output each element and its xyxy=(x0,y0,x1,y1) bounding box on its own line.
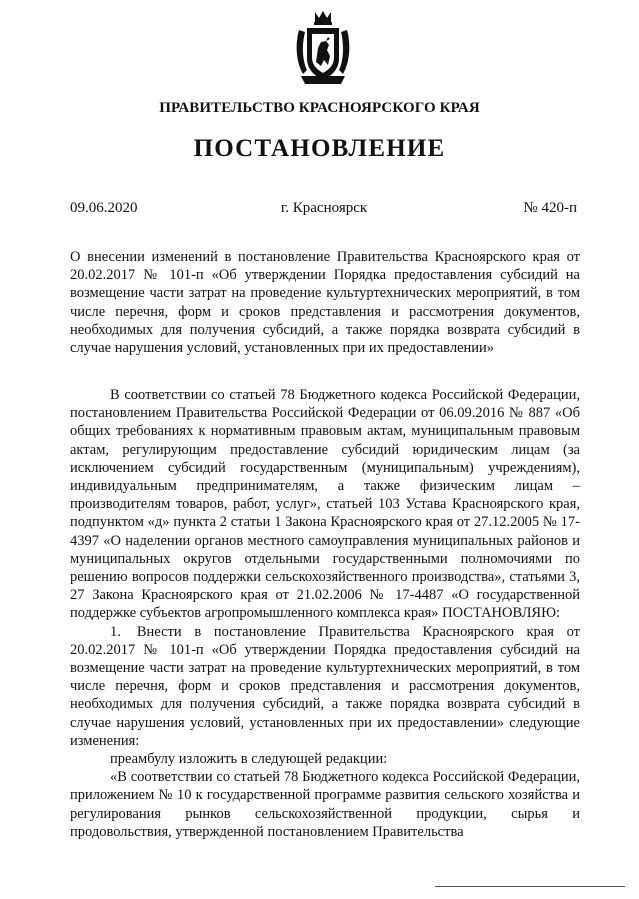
krasnoyarsk-coat-of-arms-icon xyxy=(293,10,353,90)
item-1-paragraph xyxy=(70,623,580,750)
document-number: № 420-п xyxy=(523,200,577,216)
organization-title: ПРАВИТЕЛЬСТВО КРАСНОЯРСКОГО КРАЯ xyxy=(159,100,480,116)
preamble-change-paragraph: преамбулу изложить в следующей редакции: xyxy=(110,751,388,768)
document-city: г. Красноярск xyxy=(280,200,368,216)
page-bottom-line xyxy=(435,886,625,887)
item-1-label: 1. xyxy=(110,623,121,640)
title-text: О внесении изменений в постановление Правительства Красноярского края от 20.02.2017 № 101-п «Об утверждении Порядка предоставления субсидий на возмещение части затрат на проведение культуртехнических мероприятий, в том числе перечня, форм и сроков представления и рассмотрения документов, необходимых для получения субсидий, а также порядка возврата субсидий в случае нарушения условий, установленных при их предоставлении» xyxy=(70,249,580,357)
preamble-paragraph: В соответствии со статьей 78 Бюджетного кодекса Российской Федерации, постановлением Правительства Российской Федерации от 06.09.2016 № 887 «Об общих требованиях к нормативным правовым актам, муниципальным правовым актам, регулирующим предоставление субсидий юридическим лицам (за исключением субсидий государственным (муниципальным) учреждениям), индивидуальным предпринимателям, а также физическим лицам – производителям товаров, работ, услуг», статьей 103 Устава Красноярского края, подпунктом «д» пункта 2 статьи 1 Закона Красноярского края от 27.12.2005 № 17-4397 «О наделении органов местного самоуправления муниципальных районов и муниципальных округов отдельными государственными полномочиями по решению вопросов поддержки сельскохозяйственного производства», статьями 3, 27 Закона Красноярского края от 21.02.2006 № 17-4487 «О государственной поддержке субъектов агропромышленного комплекса края» ПОСТАНОВЛЯЮ: xyxy=(70,387,580,622)
document-type: ПОСТАНОВЛЕНИЕ xyxy=(193,135,446,162)
new-preamble-paragraph: «В соответствии со статьей 78 Бюджетного кодекса Российской Федерации, приложением № 10 к государственной программе развития сельского хозяйства и регулирования рынков сельскохозяйственной продукции, сырья и продовольствия, утвержденной постановлением Правительства xyxy=(70,769,580,840)
document-title xyxy=(70,248,580,357)
document-date: 09.06.2020 xyxy=(70,200,138,216)
document-body xyxy=(70,386,580,841)
item-1-text: Внести в постановление Правительства Красноярского края от 20.02.2017 № 101-п «Об утверждении Порядка предоставления субсидий на возмещение части затрат на проведение культуртехнических мероприятий, в том числе перечня, форм и сроков представления и рассмотрения документов, необходимых для получения субсидий, а также порядка возврата субсидий в случае нарушения условий, установленных при их предоставлении» следующие изменения: xyxy=(70,623,580,749)
